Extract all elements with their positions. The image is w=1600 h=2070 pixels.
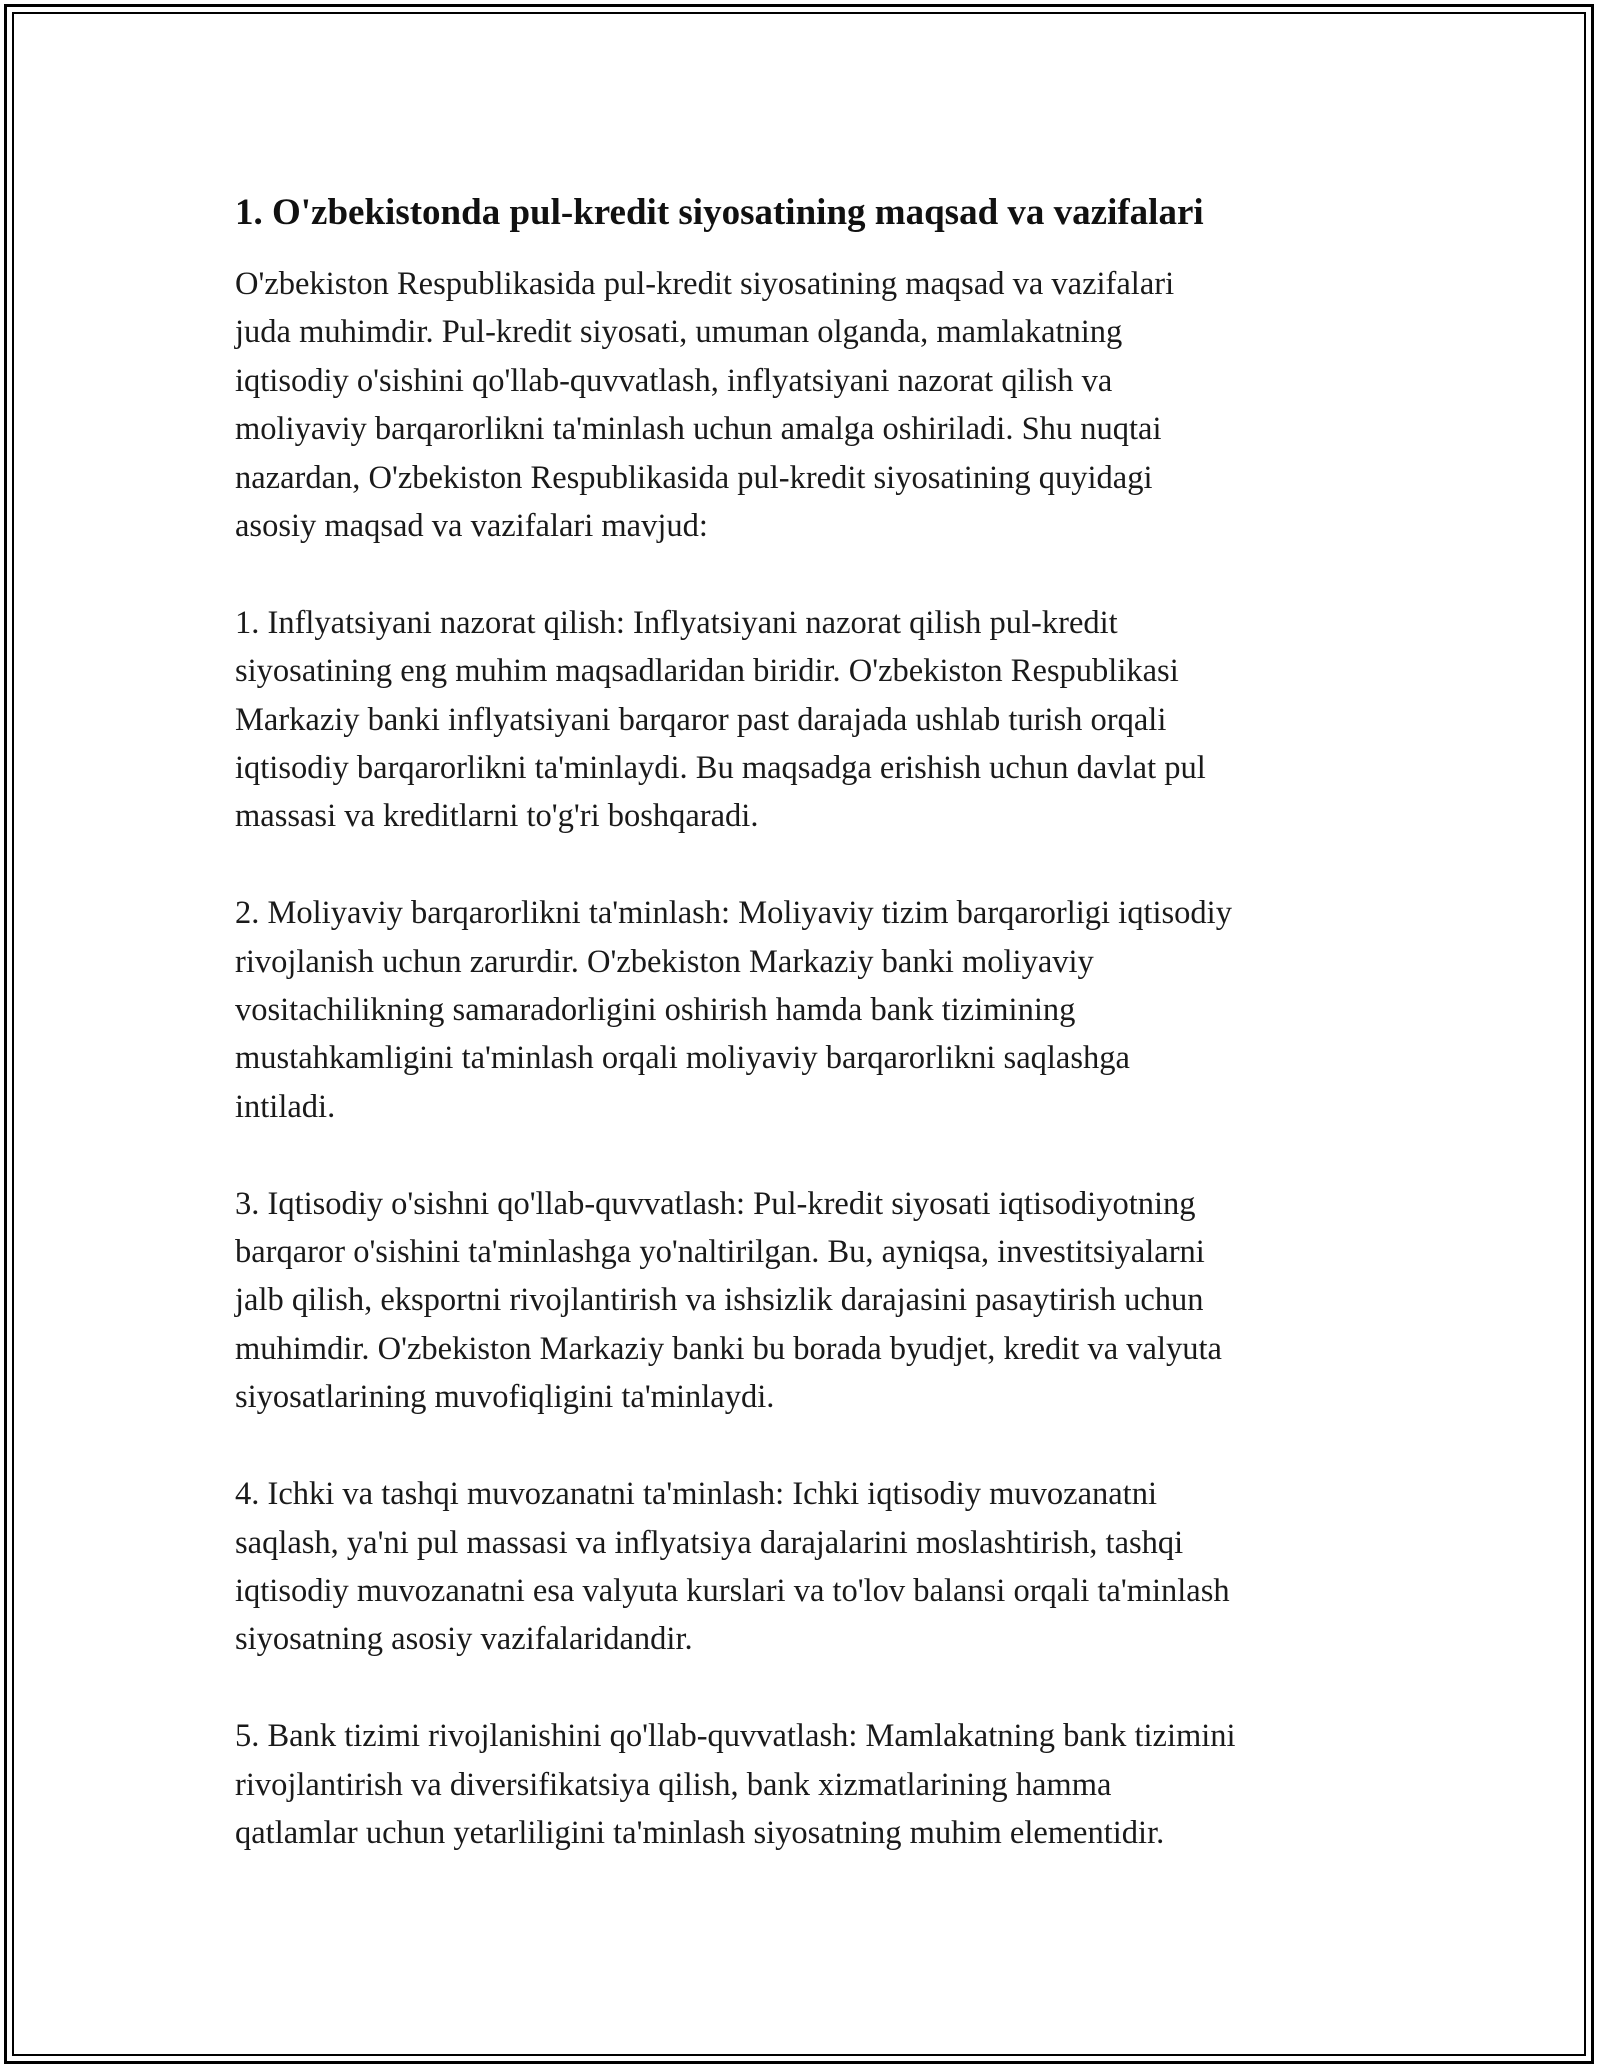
paragraph	[235, 1470, 1375, 1664]
text-line: intiladi.	[235, 1088, 336, 1125]
document-body	[235, 188, 1375, 1906]
paragraph	[235, 599, 1375, 841]
text-line: 3. Iqtisodiy o'sishni qo'llab-quvvatlash: Pul-kredit siyosati iqtisodiyotning	[235, 1185, 1196, 1222]
text-line: mustahkamligini ta'minlash orqali moliyaviy barqarorlikni saqlashga	[235, 1040, 1130, 1077]
text-line: moliyaviy barqarorlikni ta'minlash uchun amalga oshiriladi. Shu nuqtai	[235, 411, 1162, 448]
text-line: juda muhimdir. Pul-kredit siyosati, umuman olganda, mamlakatning	[235, 314, 1123, 351]
text-line: saqlash, ya'ni pul massasi va inflyatsiya darajalarini moslashtirish, tashqi	[235, 1524, 1184, 1561]
text-line: qatlamlar uchun yetarliligini ta'minlash siyosatning muhim elementidir.	[235, 1814, 1165, 1851]
text-line: jalb qilish, eksportni rivojlantirish va ishsizlik darajasini pasaytirish uchun	[235, 1282, 1204, 1319]
text-line: rivojlantirish va diversifikatsiya qilish, bank xizmatlarining hamma	[235, 1766, 1112, 1803]
text-line: muhimdir. O'zbekiston Markaziy banki bu borada byudjet, kredit va valyuta	[235, 1330, 1222, 1367]
text-line: siyosatning asosiy vazifalaridandir.	[235, 1621, 693, 1658]
text-line: asosiy maqsad va vazifalari mavjud:	[235, 508, 708, 545]
text-line: iqtisodiy o'sishini qo'llab-quvvatlash, inflyatsiyani nazorat qilish va	[235, 362, 1113, 399]
text-line: siyosatlarining muvofiqligini ta'minlaydi.	[235, 1379, 775, 1416]
paragraph	[235, 889, 1375, 1131]
text-line: 5. Bank tizimi rivojlanishini qo'llab-quvvatlash: Mamlakatning bank tizimini	[235, 1718, 1236, 1755]
text-line: massasi va kreditlarni to'g'ri boshqaradi.	[235, 798, 759, 835]
text-line: iqtisodiy muvozanatni esa valyuta kurslari va to'lov balansi orqali ta'minlash	[235, 1572, 1230, 1609]
text-line: 2. Moliyaviy barqarorlikni ta'minlash: Moliyaviy tizim barqarorligi iqtisodiy	[235, 895, 1232, 932]
text-line: O'zbekiston Respublikasida pul-kredit siyosatining maqsad va vazifalari	[235, 266, 1175, 302]
paragraph	[235, 1180, 1375, 1422]
page-title: 1. O'zbekistonda pul-kredit siyosatining maqsad va vazifalari	[235, 192, 1204, 233]
text-line: 1. Inflyatsiyani nazorat qilish: Inflyatsiyani nazorat qilish pul-kredit	[235, 604, 1118, 641]
text-line: nazardan, O'zbekiston Respublikasida pul-kredit siyosatining quyidagi	[235, 459, 1153, 496]
text-line: 4. Ichki va tashqi muvozanatni ta'minlash: Ichki iqtisodiy muvozanatni	[235, 1476, 1157, 1513]
paragraph	[235, 260, 1375, 550]
text-line: Markaziy banki inflyatsiyani barqaror past darajada ushlab turish orqali	[235, 701, 1167, 738]
text-line: vositachilikning samaradorligini oshirish hamda bank tizimining	[235, 992, 1076, 1029]
text-line: siyosatining eng muhim maqsadlaridan biridir. O'zbekiston Respublikasi	[235, 653, 1179, 690]
paragraph-list	[235, 260, 1375, 1857]
paragraph	[235, 1712, 1375, 1857]
text-line: iqtisodiy barqarorlikni ta'minlaydi. Bu maqsadga erishish uchun davlat pul	[235, 750, 1206, 787]
text-line: barqaror o'sishini ta'minlashga yo'naltirilgan. Bu, ayniqsa, investitsiyalarni	[235, 1234, 1205, 1271]
text-line: rivojlanish uchun zarurdir. O'zbekiston Markaziy banki moliyaviy	[235, 943, 1094, 980]
